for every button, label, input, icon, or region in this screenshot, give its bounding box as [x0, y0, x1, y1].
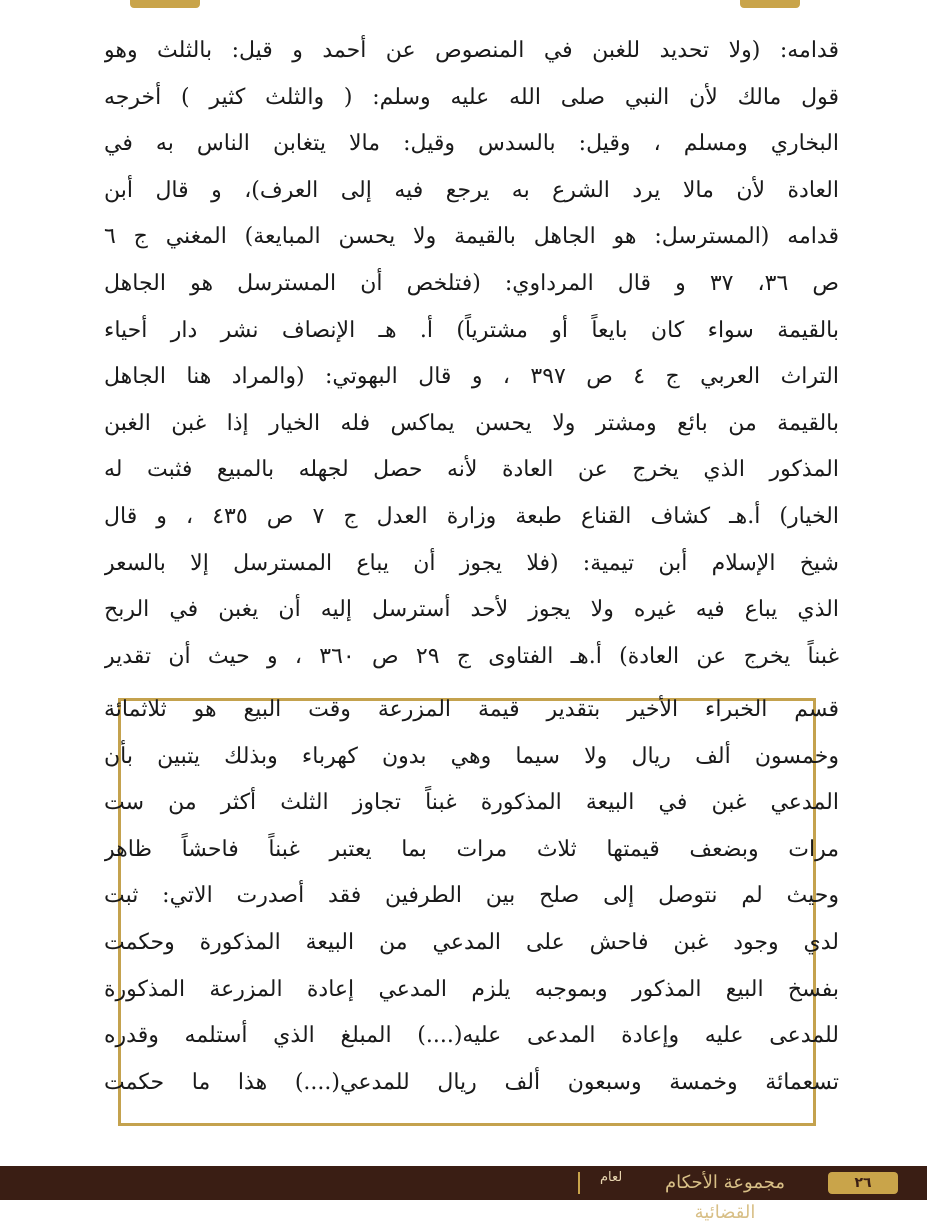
boxed-line: لدي وجود غبن فاحش على المدعي من البيعة المذكورة وحكمت	[104, 929, 839, 955]
boxed-line: للمدعى عليه وإعادة المدعى عليه(....) المبلغ الذي أستلمه وقدره	[104, 1023, 839, 1049]
text-line: الخيار) أ.هـ كشاف القناع طبعة وزارة العدل ج ٧ ص ٤٣٥ ، و قال	[104, 503, 839, 529]
highlighted-ruling	[104, 687, 839, 1106]
boxed-line: قسم الخبراء الأخير بتقدير قيمة المزرعة وقت البيع هو ثلاثمائة	[104, 697, 839, 722]
footer-label: لعام	[600, 1170, 623, 1185]
text-line: المذكور الذي يخرج عن العادة لأنه حصل لجهله بالمبيع فثبت له	[104, 457, 839, 483]
text-line: التراث العربي ج ٤ ص ٣٩٧ ، و قال البهوتي: (والمراد هنا الجاهل	[104, 364, 839, 390]
text-line: قدامه: (ولا تحديد للغبن في المنصوص عن أحمد و قيل: بالثلث وهو	[104, 38, 839, 63]
text-line: البخاري ومسلم ، وقيل: بالسدس وقيل: مالا يتغابن الناس به في	[104, 131, 839, 157]
footer-divider	[578, 1172, 580, 1194]
text-line: بالقيمة من بائع ومشتر ولا يحسن يماكس فله الخيار إذا غبن الغبن	[104, 410, 839, 436]
ornament-right	[740, 0, 800, 8]
text-line: شيخ الإسلام أبن تيمية: (فلا يجوز أن يباع المسترسل إلا بالسعر	[104, 550, 839, 576]
page-footer	[0, 1166, 927, 1223]
text-line: ص ٣٦، ٣٧ و قال المرداوي: (فتلخص أن المسترسل هو الجاهل	[104, 270, 839, 296]
text-line: الذي يباع فيه غيره ولا يجوز لأحد أسترسل إليه أن يغبن في الربح	[104, 597, 839, 623]
boxed-line: وخمسون ألف ريال ولا سيما وهي بدون كهرباء وبذلك يتبين بأن	[104, 743, 839, 769]
text-line: قول مالك لأن النبي صلى الله عليه وسلم: ( والثلث كثير ) أخرجه	[104, 84, 839, 110]
boxed-line: وحيث لم نتوصل إلى صلح بين الطرفين فقد أصدرت الاتي: ثبت	[104, 883, 839, 909]
top-ornament	[0, 0, 927, 22]
publication-logo: مجموعة الأحكام القضائية	[664, 1172, 786, 1223]
text-line: بالقيمة سواء كان بايعاً أو مشترياً) أ. هـ الإنصاف نشر دار أحياء	[104, 317, 839, 343]
boxed-line: مرات وبضعف قيمتها ثلاث مرات بما يعتبر غبناً فاحشاً ظاهر	[104, 836, 839, 862]
ornament-left	[130, 0, 200, 8]
page-number: ٢٦	[828, 1172, 898, 1194]
text-line: العادة لأن مالا يرد الشرع به يرجع فيه إلى العرف)، و قال أبن	[104, 177, 839, 203]
text-line: قدامه (المسترسل: هو الجاهل بالقيمة ولا يحسن المبايعة) المغني ج ٦	[104, 224, 839, 250]
text-line: غبناً يخرج عن العادة) أ.هـ الفتاوى ج ٢٩ ص ٣٦٠ ، و حيث أن تقدير	[104, 643, 839, 669]
boxed-line: المدعي غبن في البيعة المذكورة غبناً تجاوز الثلث أكثر من ست	[104, 790, 839, 816]
boxed-line: تسعمائة وخمسة وسبعون ألف ريال للمدعي(....) هذا ما حكمت	[104, 1069, 839, 1095]
boxed-line: بفسخ البيع المذكور وبموجبه يلزم المدعي إعادة المزرعة المذكورة	[104, 976, 839, 1002]
document-body	[104, 28, 839, 680]
